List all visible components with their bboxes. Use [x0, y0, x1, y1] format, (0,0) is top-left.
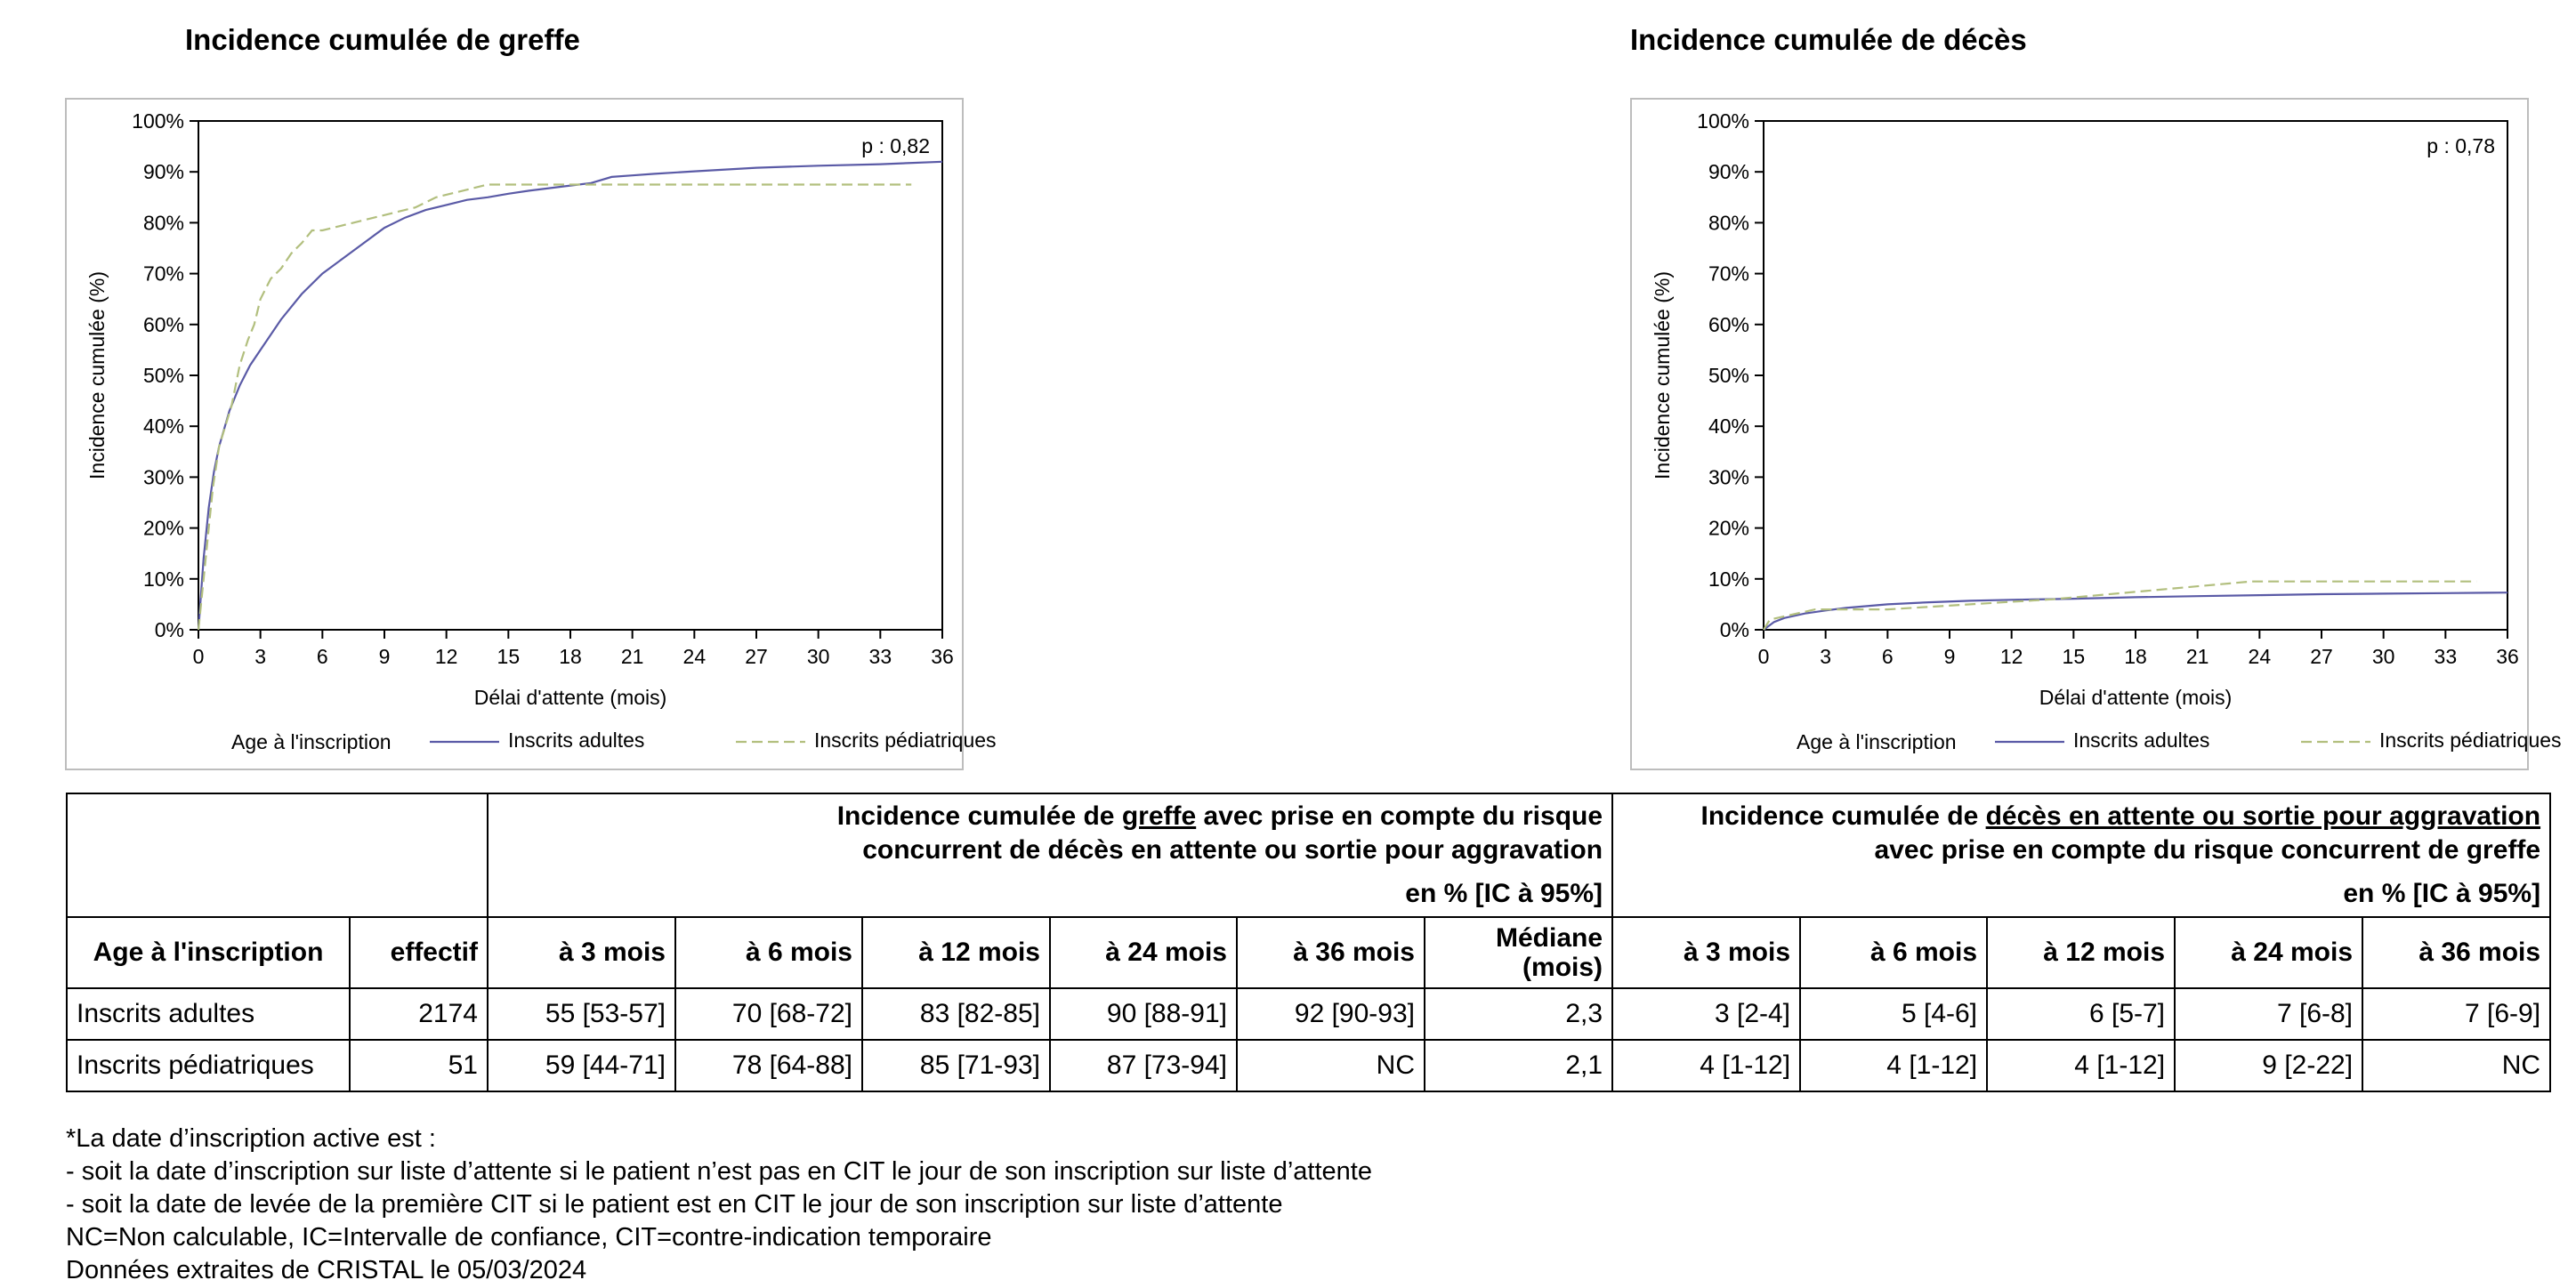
- x-tick-label: 6: [316, 645, 328, 668]
- table-cell: 7 [6-9]: [2362, 988, 2550, 1040]
- footnote-line: NC=Non calculable, IC=Intervalle de confiance, CIT=contre-indication temporaire: [66, 1223, 992, 1252]
- col-age-header: Age à l'inscription: [67, 917, 350, 988]
- footnote-line: - soit la date d’inscription sur liste d’attente si le patient n’est pas en CIT le jour de son inscription sur liste d’attente: [66, 1157, 1372, 1186]
- table-cell: NC: [1237, 1040, 1425, 1091]
- y-tick-label: 70%: [1708, 262, 1749, 286]
- right-chart-title: Incidence cumulée de décès: [1630, 23, 2027, 56]
- empty-corner-cell: [67, 793, 488, 917]
- x-tick-label: 18: [2124, 645, 2147, 668]
- x-tick-label: 36: [2496, 645, 2519, 668]
- col-deces-36m-header: à 36 mois: [2362, 917, 2550, 988]
- col-median-header: Médiane (mois): [1425, 917, 1612, 988]
- table-cell: 4 [1-12]: [1612, 1040, 1800, 1091]
- table-cell: 3 [2-4]: [1612, 988, 1800, 1040]
- x-tick-label: 24: [2248, 645, 2272, 668]
- table-cell: 70 [68-72]: [675, 988, 862, 1040]
- deces-chart: [1632, 100, 2562, 769]
- y-tick-label: 50%: [1708, 364, 1749, 387]
- y-tick-label: 10%: [142, 567, 184, 591]
- col-deces-24m-header: à 24 mois: [2175, 917, 2362, 988]
- x-tick-label: 21: [620, 645, 644, 668]
- col-deces-6m-header: à 6 mois: [1800, 917, 1987, 988]
- y-tick-label: 0%: [154, 618, 184, 641]
- table-row: [67, 988, 2550, 1040]
- y-tick-label: 70%: [142, 262, 184, 286]
- legend-entry: Inscrits adultes: [2073, 729, 2210, 752]
- x-tick-label: 3: [254, 645, 267, 668]
- greffe-group-header: Incidence cumulée de greffe avec prise en compte du risque concurrent de décès en attente ou sortie pour aggravation en % [IC à 95%]: [488, 793, 1612, 917]
- table-cell: 2,3: [1425, 988, 1612, 1040]
- plot-frame: [1764, 121, 2507, 630]
- x-tick-label: 18: [559, 645, 582, 668]
- y-tick-label: 40%: [142, 415, 184, 439]
- table-cell: 87 [73-94]: [1050, 1040, 1237, 1091]
- x-axis-label: Délai d'attente (mois): [2039, 686, 2233, 709]
- y-tick-label: 20%: [142, 516, 184, 540]
- col-greffe-36m-header: à 36 mois: [1237, 917, 1425, 988]
- x-tick-label: 0: [192, 645, 205, 668]
- y-tick-label: 80%: [142, 211, 184, 235]
- y-tick-label: 100%: [1697, 109, 1749, 133]
- table-group-header-row: [67, 793, 2550, 917]
- table-cell: Inscrits pédiatriques: [67, 1040, 350, 1091]
- table-row: [67, 1040, 2550, 1091]
- table-cell: 83 [82-85]: [862, 988, 1050, 1040]
- table-cell: 78 [64-88]: [675, 1040, 862, 1091]
- x-tick-label: 9: [378, 645, 391, 668]
- y-axis-label: Incidence cumulée (%): [85, 271, 109, 479]
- left-chart-title: Incidence cumulée de greffe: [185, 23, 580, 56]
- table-cell: NC: [2362, 1040, 2550, 1091]
- table-column-header-row: [67, 917, 2550, 988]
- incidence-table: [66, 793, 2551, 1092]
- legend-entry: Inscrits adultes: [508, 729, 645, 752]
- table-cell: 90 [88-91]: [1050, 988, 1237, 1040]
- table-cell: 85 [71-93]: [862, 1040, 1050, 1091]
- col-greffe-24m-header: à 24 mois: [1050, 917, 1237, 988]
- x-tick-label: 0: [1757, 645, 1770, 668]
- plot-frame: [198, 121, 942, 630]
- table-cell: 6 [5-7]: [1987, 988, 2175, 1040]
- x-tick-label: 21: [2185, 645, 2209, 668]
- table-cell: 55 [53-57]: [488, 988, 675, 1040]
- y-tick-label: 90%: [1708, 160, 1749, 184]
- greffe-chart: [67, 100, 997, 769]
- x-tick-label: 3: [1820, 645, 1832, 668]
- footnotes: [66, 1123, 1372, 1287]
- legend-entry: Inscrits pédiatriques: [814, 729, 997, 752]
- legend-title: Age à l'inscription: [1797, 730, 1957, 753]
- x-axis-label: Délai d'attente (mois): [473, 686, 667, 709]
- col-greffe-12m-header: à 12 mois: [862, 917, 1050, 988]
- table-cell: 5 [4-6]: [1800, 988, 1987, 1040]
- y-tick-label: 80%: [1708, 211, 1749, 235]
- y-tick-label: 100%: [132, 109, 184, 133]
- x-tick-label: 6: [1881, 645, 1894, 668]
- table-cell: 9 [2-22]: [2175, 1040, 2362, 1091]
- left-chart-panel: [65, 98, 997, 770]
- x-tick-label: 33: [868, 645, 892, 668]
- col-greffe-6m-header: à 6 mois: [675, 917, 862, 988]
- y-tick-label: 40%: [1708, 415, 1749, 439]
- x-tick-label: 12: [1999, 645, 2023, 668]
- right-chart-panel: [1630, 98, 2562, 770]
- x-tick-label: 15: [2062, 645, 2086, 668]
- footnote-line: Données extraites de CRISTAL le 05/03/2024: [66, 1256, 587, 1284]
- x-tick-label: 27: [745, 645, 768, 668]
- legend-title: Age à l'inscription: [231, 730, 392, 753]
- table-cell: 51: [350, 1040, 488, 1091]
- x-tick-label: 12: [434, 645, 458, 668]
- x-tick-label: 33: [2434, 645, 2458, 668]
- adult-series-line: [1764, 592, 2507, 630]
- pediatric-series-line: [198, 185, 911, 631]
- x-tick-label: 15: [497, 645, 521, 668]
- legend-entry: Inscrits pédiatriques: [2379, 729, 2562, 752]
- y-tick-label: 30%: [1708, 465, 1749, 489]
- col-deces-12m-header: à 12 mois: [1987, 917, 2175, 988]
- y-tick-label: 20%: [1708, 516, 1749, 540]
- y-tick-label: 60%: [1708, 312, 1749, 336]
- deces-group-header: Incidence cumulée de décès en attente ou sortie pour aggravation avec prise en compte du risque concurrent de greffe en % [IC à 95%]: [1612, 793, 2550, 917]
- footnote-line: *La date d’inscription active est :: [66, 1124, 436, 1153]
- x-tick-label: 27: [2310, 645, 2333, 668]
- table-cell: 2,1: [1425, 1040, 1612, 1091]
- footnote-line: - soit la date de levée de la première CIT si le patient est en CIT le jour de son inscription sur liste d’attente: [66, 1190, 1283, 1219]
- x-tick-label: 9: [1943, 645, 1956, 668]
- table-cell: Inscrits adultes: [67, 988, 350, 1040]
- x-tick-label: 30: [2371, 645, 2395, 668]
- table-cell: 2174: [350, 988, 488, 1040]
- table-cell: 92 [90-93]: [1237, 988, 1425, 1040]
- y-tick-label: 50%: [142, 364, 184, 387]
- col-effectif-header: effectif: [350, 917, 488, 988]
- table-cell: 4 [1-12]: [1987, 1040, 2175, 1091]
- y-axis-label: Incidence cumulée (%): [1651, 271, 1674, 479]
- x-tick-label: 24: [682, 645, 707, 668]
- x-tick-label: 36: [931, 645, 954, 668]
- table-cell: 7 [6-8]: [2175, 988, 2362, 1040]
- y-tick-label: 30%: [142, 465, 184, 489]
- p-value-annotation: p : 0,82: [861, 134, 930, 157]
- y-tick-label: 90%: [142, 160, 184, 184]
- y-tick-label: 0%: [1719, 618, 1749, 641]
- col-deces-3m-header: à 3 mois: [1612, 917, 1800, 988]
- table-cell: 4 [1-12]: [1800, 1040, 1987, 1091]
- p-value-annotation: p : 0,78: [2427, 134, 2495, 157]
- y-tick-label: 60%: [142, 312, 184, 336]
- y-tick-label: 10%: [1708, 567, 1749, 591]
- table-cell: 59 [44-71]: [488, 1040, 675, 1091]
- col-greffe-3m-header: à 3 mois: [488, 917, 675, 988]
- x-tick-label: 30: [806, 645, 830, 668]
